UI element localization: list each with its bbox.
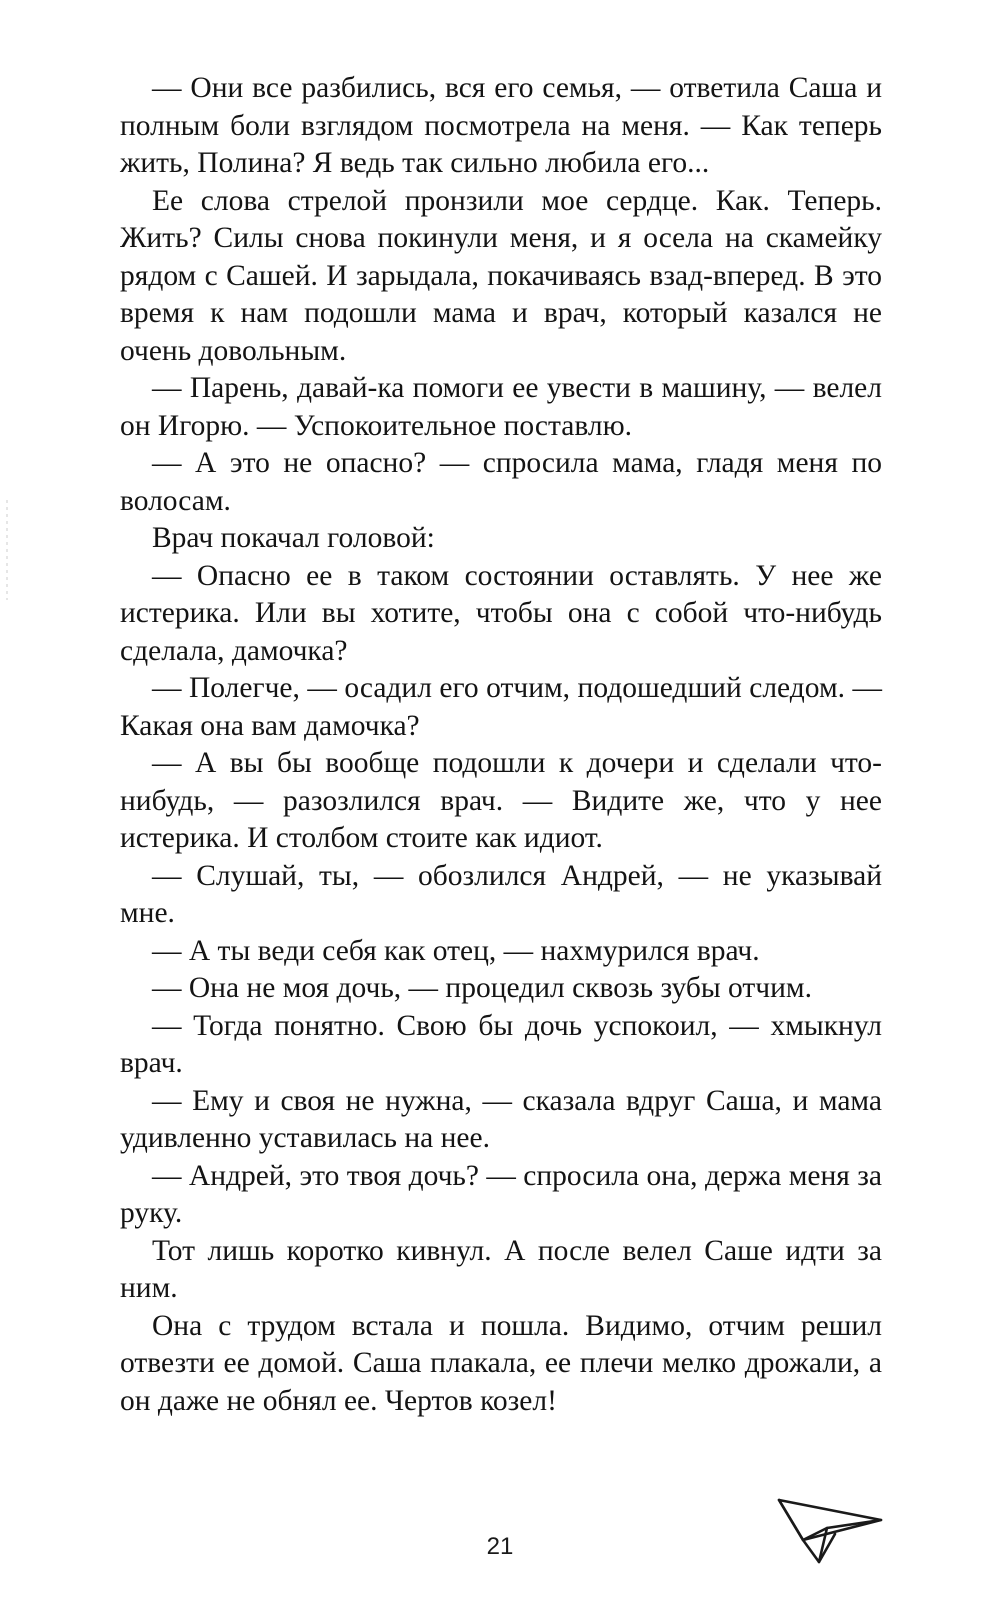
paragraph-15: Тот лишь коротко кивнул. А после велел Саше идти за ним. (120, 1234, 882, 1304)
paragraph-4: — А это не опасно? — спросила мама, гладя меня по волосам. (120, 447, 882, 517)
page-edge-shadow (4, 500, 10, 600)
paragraph-12: — Тогда понятно. Свою бы дочь успокоил, — хмыкнул врач. (120, 1009, 882, 1079)
paragraph-8: — А вы бы вообще подошли к дочери и сделали что-нибудь, — разозлился врач. — Видите же, что у нее истерика. И столбом стоите как идиот. (120, 747, 882, 854)
paragraph-2: Ее слова стрелой пронзили мое сердце. Как. Теперь. Жить? Силы снова покинули меня, и я осела на скамейку рядом с Сашей. И зарыдала, покачиваясь взад-вперед. В это время к нам подошли мама и врач, который казался не очень довольным. (120, 184, 882, 367)
paragraph-3: — Парень, давай-ка помоги ее увести в машину, — велел он Игорю. — Успокоительное поставлю. (120, 372, 882, 442)
paragraph-1: — Они все разбились, вся его семья, — ответила Саша и полным боли взглядом посмотрела на меня. — Как теперь жить, Полина? Я ведь так сильно любила его... (120, 72, 882, 179)
paragraph-16: Она с трудом встала и пошла. Видимо, отчим решил отвезти ее домой. Саша плакала, ее плечи мелко дрожали, а он даже не обнял ее. Чертов козел! (120, 1309, 882, 1417)
body-text (120, 70, 882, 1420)
paragraph-13: — Ему и своя не нужна, — сказала вдруг Саша, и мама удивленно уставилась на нее. (120, 1084, 882, 1154)
paragraph-9: — Слушай, ты, — обозлился Андрей, — не указывай мне. (120, 859, 882, 929)
paragraph-14: — Андрей, это твоя дочь? — спросила она, держа меня за руку. (120, 1159, 882, 1229)
paragraph-7: — Полегче, — осадил его отчим, подошедший следом. — Какая она вам дамочка? (120, 672, 882, 742)
paragraph-10: — А ты веди себя как отец, — нахмурился врач. (152, 934, 760, 967)
paragraph-5: Врач покачал головой: (152, 522, 435, 554)
paragraph-6: — Опасно ее в таком состоянии оставлять. У нее же истерика. Или вы хотите, чтобы она с собой что-нибудь сделала, дамочка? (120, 559, 882, 667)
paper-airplane-icon (775, 1490, 885, 1570)
page-number: 21 (486, 1533, 514, 1560)
paragraph-11: — Она не моя дочь, — процедил сквозь зубы отчим. (152, 972, 812, 1004)
